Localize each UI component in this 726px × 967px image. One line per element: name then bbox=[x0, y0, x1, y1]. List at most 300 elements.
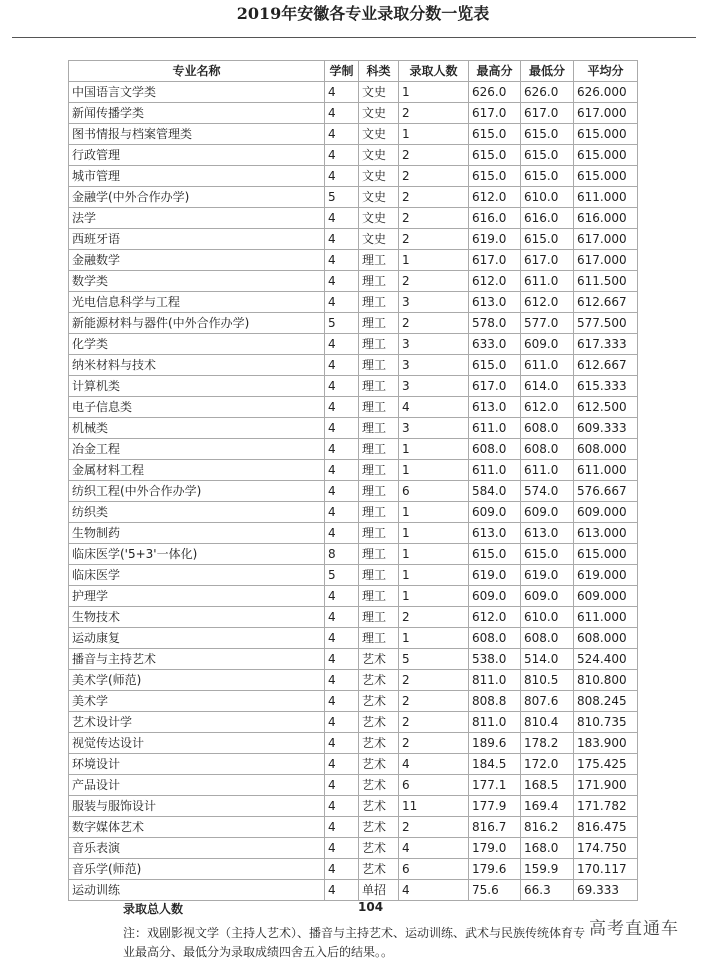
cell-admitted: 2 bbox=[399, 166, 469, 187]
cell-min-score: 159.9 bbox=[521, 859, 574, 880]
cell-max-score: 189.6 bbox=[469, 733, 521, 754]
cell-admitted: 2 bbox=[399, 103, 469, 124]
table-row bbox=[69, 292, 638, 313]
header-min-score: 最低分 bbox=[521, 61, 574, 82]
header-duration: 学制 bbox=[325, 61, 359, 82]
cell-min-score: 612.0 bbox=[521, 397, 574, 418]
table-header-row bbox=[69, 61, 638, 82]
cell-avg-score: 613.000 bbox=[574, 523, 638, 544]
cell-major: 运动训练 bbox=[69, 880, 325, 901]
cell-avg-score: 816.475 bbox=[574, 817, 638, 838]
cell-admitted: 1 bbox=[399, 250, 469, 271]
table-row bbox=[69, 229, 638, 250]
cell-duration: 4 bbox=[325, 838, 359, 859]
table-row bbox=[69, 607, 638, 628]
cell-major: 生物技术 bbox=[69, 607, 325, 628]
cell-major: 西班牙语 bbox=[69, 229, 325, 250]
cell-duration: 5 bbox=[325, 313, 359, 334]
cell-admitted: 4 bbox=[399, 397, 469, 418]
cell-duration: 4 bbox=[325, 397, 359, 418]
table-row bbox=[69, 880, 638, 901]
cell-max-score: 615.0 bbox=[469, 145, 521, 166]
cell-min-score: 610.0 bbox=[521, 187, 574, 208]
cell-avg-score: 615.000 bbox=[574, 166, 638, 187]
cell-max-score: 615.0 bbox=[469, 124, 521, 145]
cell-max-score: 619.0 bbox=[469, 565, 521, 586]
cell-max-score: 584.0 bbox=[469, 481, 521, 502]
cell-min-score: 609.0 bbox=[521, 334, 574, 355]
cell-duration: 4 bbox=[325, 166, 359, 187]
cell-min-score: 611.0 bbox=[521, 355, 574, 376]
cell-admitted: 1 bbox=[399, 523, 469, 544]
cell-avg-score: 608.000 bbox=[574, 439, 638, 460]
cell-major: 数字媒体艺术 bbox=[69, 817, 325, 838]
cell-category: 文史 bbox=[359, 229, 399, 250]
cell-min-score: 626.0 bbox=[521, 82, 574, 103]
cell-admitted: 2 bbox=[399, 229, 469, 250]
table-row bbox=[69, 397, 638, 418]
cell-max-score: 612.0 bbox=[469, 187, 521, 208]
cell-avg-score: 619.000 bbox=[574, 565, 638, 586]
cell-max-score: 811.0 bbox=[469, 670, 521, 691]
cell-min-score: 613.0 bbox=[521, 523, 574, 544]
cell-max-score: 633.0 bbox=[469, 334, 521, 355]
cell-admitted: 4 bbox=[399, 838, 469, 859]
table-row bbox=[69, 691, 638, 712]
cell-major: 计算机类 bbox=[69, 376, 325, 397]
cell-duration: 8 bbox=[325, 544, 359, 565]
cell-major: 机械类 bbox=[69, 418, 325, 439]
table-row bbox=[69, 544, 638, 565]
table-row bbox=[69, 838, 638, 859]
table-row bbox=[69, 355, 638, 376]
header-major: 专业名称 bbox=[69, 61, 325, 82]
cell-admitted: 1 bbox=[399, 82, 469, 103]
table-body bbox=[69, 82, 638, 901]
cell-duration: 4 bbox=[325, 376, 359, 397]
table-row bbox=[69, 439, 638, 460]
cell-min-score: 816.2 bbox=[521, 817, 574, 838]
cell-category: 艺术 bbox=[359, 796, 399, 817]
table-row bbox=[69, 334, 638, 355]
cell-max-score: 609.0 bbox=[469, 502, 521, 523]
cell-min-score: 610.0 bbox=[521, 607, 574, 628]
cell-admitted: 2 bbox=[399, 817, 469, 838]
cell-duration: 4 bbox=[325, 775, 359, 796]
cell-category: 理工 bbox=[359, 397, 399, 418]
cell-min-score: 66.3 bbox=[521, 880, 574, 901]
cell-min-score: 577.0 bbox=[521, 313, 574, 334]
cell-avg-score: 171.900 bbox=[574, 775, 638, 796]
cell-max-score: 816.7 bbox=[469, 817, 521, 838]
cell-avg-score: 171.782 bbox=[574, 796, 638, 817]
cell-duration: 4 bbox=[325, 502, 359, 523]
table-row bbox=[69, 775, 638, 796]
cell-max-score: 578.0 bbox=[469, 313, 521, 334]
table-row bbox=[69, 418, 638, 439]
table-row bbox=[69, 628, 638, 649]
cell-max-score: 609.0 bbox=[469, 586, 521, 607]
table-row bbox=[69, 712, 638, 733]
cell-duration: 4 bbox=[325, 796, 359, 817]
cell-major: 播音与主持艺术 bbox=[69, 649, 325, 670]
cell-avg-score: 616.000 bbox=[574, 208, 638, 229]
cell-admitted: 1 bbox=[399, 124, 469, 145]
cell-major: 新能源材料与器件(中外合作办学) bbox=[69, 313, 325, 334]
cell-major: 行政管理 bbox=[69, 145, 325, 166]
cell-admitted: 2 bbox=[399, 712, 469, 733]
cell-category: 艺术 bbox=[359, 754, 399, 775]
cell-category: 艺术 bbox=[359, 670, 399, 691]
header-avg-score: 平均分 bbox=[574, 61, 638, 82]
cell-avg-score: 615.333 bbox=[574, 376, 638, 397]
table-row bbox=[69, 124, 638, 145]
cell-major: 临床医学 bbox=[69, 565, 325, 586]
cell-major: 纺织类 bbox=[69, 502, 325, 523]
cell-avg-score: 617.000 bbox=[574, 250, 638, 271]
total-admitted-label: 录取总人数 bbox=[123, 902, 184, 916]
table-row bbox=[69, 502, 638, 523]
cell-category: 文史 bbox=[359, 187, 399, 208]
cell-major: 金融学(中外合作办学) bbox=[69, 187, 325, 208]
cell-admitted: 2 bbox=[399, 187, 469, 208]
table-row bbox=[69, 271, 638, 292]
cell-admitted: 3 bbox=[399, 376, 469, 397]
cell-admitted: 1 bbox=[399, 439, 469, 460]
cell-min-score: 810.4 bbox=[521, 712, 574, 733]
cell-avg-score: 174.750 bbox=[574, 838, 638, 859]
footnote: 注：戏剧影视文学（主持人艺术）、播音与主持艺术、运动训练、武术与民族传统体育专业最高分、最低分为录取成绩四舍五入后的结果。。 bbox=[123, 926, 586, 959]
cell-admitted: 11 bbox=[399, 796, 469, 817]
table-row bbox=[69, 313, 638, 334]
cell-min-score: 169.4 bbox=[521, 796, 574, 817]
cell-duration: 4 bbox=[325, 628, 359, 649]
cell-min-score: 615.0 bbox=[521, 229, 574, 250]
cell-duration: 4 bbox=[325, 817, 359, 838]
cell-category: 理工 bbox=[359, 523, 399, 544]
cell-major: 环境设计 bbox=[69, 754, 325, 775]
cell-min-score: 168.5 bbox=[521, 775, 574, 796]
cell-major: 图书情报与档案管理类 bbox=[69, 124, 325, 145]
cell-min-score: 807.6 bbox=[521, 691, 574, 712]
cell-admitted: 2 bbox=[399, 208, 469, 229]
table-row bbox=[69, 586, 638, 607]
cell-min-score: 172.0 bbox=[521, 754, 574, 775]
cell-max-score: 179.6 bbox=[469, 859, 521, 880]
cell-major: 城市管理 bbox=[69, 166, 325, 187]
cell-admitted: 2 bbox=[399, 607, 469, 628]
table-row bbox=[69, 733, 638, 754]
cell-min-score: 514.0 bbox=[521, 649, 574, 670]
cell-category: 理工 bbox=[359, 355, 399, 376]
table-row bbox=[69, 460, 638, 481]
cell-avg-score: 626.000 bbox=[574, 82, 638, 103]
table-row bbox=[69, 817, 638, 838]
cell-admitted: 1 bbox=[399, 460, 469, 481]
table-row bbox=[69, 103, 638, 124]
cell-duration: 4 bbox=[325, 124, 359, 145]
cell-category: 单招 bbox=[359, 880, 399, 901]
cell-category: 理工 bbox=[359, 439, 399, 460]
cell-max-score: 617.0 bbox=[469, 250, 521, 271]
cell-duration: 4 bbox=[325, 670, 359, 691]
cell-duration: 4 bbox=[325, 733, 359, 754]
cell-avg-score: 615.000 bbox=[574, 124, 638, 145]
cell-major: 音乐表演 bbox=[69, 838, 325, 859]
cell-duration: 4 bbox=[325, 208, 359, 229]
cell-major: 金融数学 bbox=[69, 250, 325, 271]
cell-duration: 4 bbox=[325, 649, 359, 670]
cell-category: 艺术 bbox=[359, 859, 399, 880]
cell-admitted: 1 bbox=[399, 544, 469, 565]
cell-min-score: 615.0 bbox=[521, 166, 574, 187]
cell-major: 光电信息科学与工程 bbox=[69, 292, 325, 313]
cell-category: 理工 bbox=[359, 313, 399, 334]
table-row bbox=[69, 565, 638, 586]
cell-duration: 4 bbox=[325, 481, 359, 502]
cell-duration: 4 bbox=[325, 82, 359, 103]
table-row bbox=[69, 250, 638, 271]
table-row bbox=[69, 187, 638, 208]
table-row bbox=[69, 796, 638, 817]
cell-avg-score: 609.000 bbox=[574, 502, 638, 523]
cell-category: 艺术 bbox=[359, 817, 399, 838]
cell-category: 理工 bbox=[359, 460, 399, 481]
cell-category: 理工 bbox=[359, 376, 399, 397]
cell-duration: 4 bbox=[325, 292, 359, 313]
cell-major: 数学类 bbox=[69, 271, 325, 292]
cell-avg-score: 170.117 bbox=[574, 859, 638, 880]
cell-admitted: 2 bbox=[399, 670, 469, 691]
cell-avg-score: 576.667 bbox=[574, 481, 638, 502]
cell-category: 理工 bbox=[359, 250, 399, 271]
cell-major: 生物制药 bbox=[69, 523, 325, 544]
total-admitted-value: 104 bbox=[358, 900, 384, 914]
cell-category: 文史 bbox=[359, 82, 399, 103]
cell-admitted: 4 bbox=[399, 754, 469, 775]
cell-duration: 5 bbox=[325, 565, 359, 586]
cell-major: 纺织工程(中外合作办学) bbox=[69, 481, 325, 502]
cell-avg-score: 609.000 bbox=[574, 586, 638, 607]
cell-duration: 4 bbox=[325, 355, 359, 376]
cell-avg-score: 577.500 bbox=[574, 313, 638, 334]
cell-major: 金属材料工程 bbox=[69, 460, 325, 481]
cell-category: 理工 bbox=[359, 544, 399, 565]
total-admitted-summary bbox=[123, 900, 384, 917]
cell-max-score: 811.0 bbox=[469, 712, 521, 733]
cell-admitted: 4 bbox=[399, 880, 469, 901]
cell-major: 运动康复 bbox=[69, 628, 325, 649]
cell-avg-score: 808.245 bbox=[574, 691, 638, 712]
cell-avg-score: 617.333 bbox=[574, 334, 638, 355]
cell-max-score: 538.0 bbox=[469, 649, 521, 670]
cell-duration: 4 bbox=[325, 586, 359, 607]
table-row bbox=[69, 145, 638, 166]
cell-max-score: 184.5 bbox=[469, 754, 521, 775]
page-title: 2019年安徽各专业录取分数一览表 bbox=[236, 4, 490, 23]
cell-avg-score: 810.735 bbox=[574, 712, 638, 733]
cell-max-score: 616.0 bbox=[469, 208, 521, 229]
cell-admitted: 1 bbox=[399, 502, 469, 523]
cell-category: 理工 bbox=[359, 292, 399, 313]
cell-major: 法学 bbox=[69, 208, 325, 229]
cell-category: 艺术 bbox=[359, 733, 399, 754]
cell-category: 文史 bbox=[359, 124, 399, 145]
cell-min-score: 608.0 bbox=[521, 439, 574, 460]
cell-category: 理工 bbox=[359, 502, 399, 523]
cell-min-score: 617.0 bbox=[521, 250, 574, 271]
cell-avg-score: 611.000 bbox=[574, 187, 638, 208]
cell-duration: 4 bbox=[325, 271, 359, 292]
cell-duration: 4 bbox=[325, 460, 359, 481]
cell-avg-score: 175.425 bbox=[574, 754, 638, 775]
header-category: 科类 bbox=[359, 61, 399, 82]
cell-max-score: 75.6 bbox=[469, 880, 521, 901]
cell-duration: 4 bbox=[325, 250, 359, 271]
cell-max-score: 611.0 bbox=[469, 418, 521, 439]
cell-major: 临床医学('5+3'一体化) bbox=[69, 544, 325, 565]
table-row bbox=[69, 166, 638, 187]
admission-scores-table bbox=[68, 60, 638, 901]
cell-admitted: 5 bbox=[399, 649, 469, 670]
cell-max-score: 626.0 bbox=[469, 82, 521, 103]
cell-min-score: 615.0 bbox=[521, 145, 574, 166]
cell-max-score: 617.0 bbox=[469, 376, 521, 397]
cell-major: 艺术设计学 bbox=[69, 712, 325, 733]
cell-major: 护理学 bbox=[69, 586, 325, 607]
cell-major: 冶金工程 bbox=[69, 439, 325, 460]
cell-category: 文史 bbox=[359, 145, 399, 166]
cell-max-score: 177.9 bbox=[469, 796, 521, 817]
cell-avg-score: 617.000 bbox=[574, 229, 638, 250]
cell-major: 服装与服饰设计 bbox=[69, 796, 325, 817]
cell-min-score: 609.0 bbox=[521, 502, 574, 523]
cell-admitted: 3 bbox=[399, 334, 469, 355]
cell-major: 电子信息类 bbox=[69, 397, 325, 418]
cell-duration: 4 bbox=[325, 691, 359, 712]
cell-min-score: 614.0 bbox=[521, 376, 574, 397]
cell-max-score: 613.0 bbox=[469, 397, 521, 418]
cell-duration: 5 bbox=[325, 187, 359, 208]
cell-category: 艺术 bbox=[359, 838, 399, 859]
table-row bbox=[69, 481, 638, 502]
cell-duration: 4 bbox=[325, 229, 359, 250]
table-row bbox=[69, 82, 638, 103]
cell-avg-score: 615.000 bbox=[574, 544, 638, 565]
cell-duration: 4 bbox=[325, 103, 359, 124]
cell-major: 新闻传播学类 bbox=[69, 103, 325, 124]
cell-category: 艺术 bbox=[359, 649, 399, 670]
cell-category: 理工 bbox=[359, 271, 399, 292]
cell-max-score: 612.0 bbox=[469, 271, 521, 292]
cell-category: 文史 bbox=[359, 103, 399, 124]
cell-category: 理工 bbox=[359, 565, 399, 586]
cell-major: 纳米材料与技术 bbox=[69, 355, 325, 376]
cell-duration: 4 bbox=[325, 523, 359, 544]
cell-admitted: 1 bbox=[399, 565, 469, 586]
cell-max-score: 615.0 bbox=[469, 544, 521, 565]
cell-category: 理工 bbox=[359, 418, 399, 439]
cell-admitted: 2 bbox=[399, 145, 469, 166]
cell-category: 艺术 bbox=[359, 775, 399, 796]
cell-major: 产品设计 bbox=[69, 775, 325, 796]
table-row bbox=[69, 754, 638, 775]
header-admitted: 录取人数 bbox=[399, 61, 469, 82]
cell-avg-score: 612.667 bbox=[574, 355, 638, 376]
cell-min-score: 574.0 bbox=[521, 481, 574, 502]
cell-admitted: 6 bbox=[399, 859, 469, 880]
cell-admitted: 1 bbox=[399, 628, 469, 649]
cell-category: 理工 bbox=[359, 607, 399, 628]
cell-admitted: 3 bbox=[399, 418, 469, 439]
cell-max-score: 615.0 bbox=[469, 355, 521, 376]
cell-admitted: 2 bbox=[399, 271, 469, 292]
cell-avg-score: 611.000 bbox=[574, 607, 638, 628]
cell-max-score: 612.0 bbox=[469, 607, 521, 628]
cell-min-score: 178.2 bbox=[521, 733, 574, 754]
cell-major: 中国语言文学类 bbox=[69, 82, 325, 103]
cell-min-score: 615.0 bbox=[521, 544, 574, 565]
cell-major: 化学类 bbox=[69, 334, 325, 355]
cell-category: 理工 bbox=[359, 334, 399, 355]
cell-category: 文史 bbox=[359, 208, 399, 229]
cell-admitted: 2 bbox=[399, 733, 469, 754]
cell-avg-score: 612.500 bbox=[574, 397, 638, 418]
cell-admitted: 2 bbox=[399, 313, 469, 334]
watermark-text: 高考直通车 bbox=[589, 919, 679, 939]
cell-duration: 4 bbox=[325, 712, 359, 733]
cell-max-score: 808.8 bbox=[469, 691, 521, 712]
cell-avg-score: 524.400 bbox=[574, 649, 638, 670]
cell-avg-score: 615.000 bbox=[574, 145, 638, 166]
cell-duration: 4 bbox=[325, 859, 359, 880]
cell-max-score: 608.0 bbox=[469, 628, 521, 649]
cell-max-score: 619.0 bbox=[469, 229, 521, 250]
cell-category: 艺术 bbox=[359, 691, 399, 712]
cell-category: 理工 bbox=[359, 628, 399, 649]
cell-max-score: 611.0 bbox=[469, 460, 521, 481]
cell-max-score: 608.0 bbox=[469, 439, 521, 460]
cell-category: 文史 bbox=[359, 166, 399, 187]
header-max-score: 最高分 bbox=[469, 61, 521, 82]
cell-max-score: 613.0 bbox=[469, 292, 521, 313]
cell-max-score: 179.0 bbox=[469, 838, 521, 859]
cell-avg-score: 810.800 bbox=[574, 670, 638, 691]
cell-avg-score: 608.000 bbox=[574, 628, 638, 649]
cell-max-score: 617.0 bbox=[469, 103, 521, 124]
cell-min-score: 611.0 bbox=[521, 271, 574, 292]
cell-major: 美术学(师范) bbox=[69, 670, 325, 691]
cell-duration: 4 bbox=[325, 880, 359, 901]
cell-min-score: 611.0 bbox=[521, 460, 574, 481]
cell-min-score: 608.0 bbox=[521, 628, 574, 649]
cell-min-score: 608.0 bbox=[521, 418, 574, 439]
cell-max-score: 615.0 bbox=[469, 166, 521, 187]
table-row bbox=[69, 649, 638, 670]
cell-min-score: 617.0 bbox=[521, 103, 574, 124]
cell-avg-score: 69.333 bbox=[574, 880, 638, 901]
cell-min-score: 612.0 bbox=[521, 292, 574, 313]
cell-admitted: 3 bbox=[399, 292, 469, 313]
cell-major: 视觉传达设计 bbox=[69, 733, 325, 754]
cell-max-score: 177.1 bbox=[469, 775, 521, 796]
cell-admitted: 2 bbox=[399, 691, 469, 712]
table-row bbox=[69, 208, 638, 229]
cell-category: 艺术 bbox=[359, 712, 399, 733]
cell-admitted: 3 bbox=[399, 355, 469, 376]
cell-admitted: 6 bbox=[399, 775, 469, 796]
cell-min-score: 168.0 bbox=[521, 838, 574, 859]
